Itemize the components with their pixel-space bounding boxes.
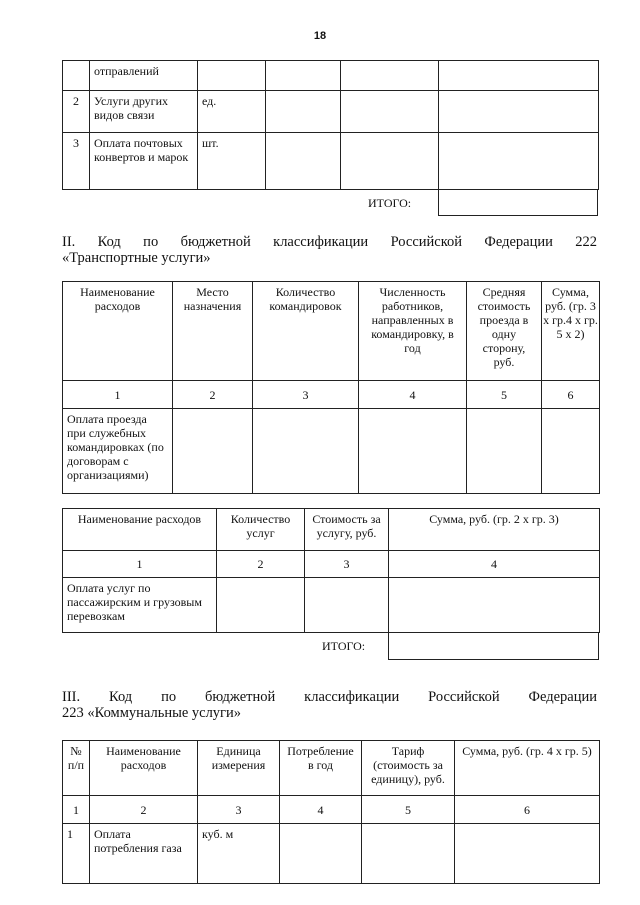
column-header: Средняя стоимость проезда в одну сторону, руб. <box>467 282 542 381</box>
column-number: 2 <box>217 551 305 578</box>
section-2-heading: II. Код по бюджетной классификации Российской Федерации 222 <box>62 234 597 250</box>
column-header: Количество командировок <box>253 282 359 381</box>
table-row <box>63 578 600 633</box>
column-header: № п/п <box>63 741 90 796</box>
column-header: Сумма, руб. (гр. 2 х гр. 3) <box>389 509 600 551</box>
table-row <box>63 91 599 133</box>
column-number: 2 <box>90 796 198 824</box>
column-number: 1 <box>63 381 173 409</box>
section-2-heading-title: «Транспортные услуги» <box>62 250 211 266</box>
total-label: ИТОГО: <box>322 639 366 653</box>
unit: шт. <box>198 133 266 190</box>
column-header: Наименование расходов <box>63 282 173 381</box>
column-number: 2 <box>173 381 253 409</box>
expense-name: Оплата проезда при служебных командировках (по договорам с организациями) <box>63 409 173 494</box>
column-header: Потребление в год <box>280 741 362 796</box>
table-utilities <box>62 740 600 884</box>
column-number: 5 <box>467 381 542 409</box>
header-row <box>63 509 600 551</box>
expense-name: Оплата потребления газа <box>90 824 198 884</box>
expense-name: Оплата почтовых конвертов и марок <box>90 133 198 190</box>
table-cargo-services <box>62 508 600 633</box>
column-header: Численность работников, направленных в командировку, в год <box>359 282 467 381</box>
column-number: 1 <box>63 551 217 578</box>
table-row <box>63 61 599 91</box>
expense-name: отправлений <box>90 61 198 91</box>
unit: куб. м <box>198 824 280 884</box>
table-postal-services <box>62 60 599 190</box>
column-number: 5 <box>362 796 455 824</box>
column-number: 4 <box>359 381 467 409</box>
expense-name: Услуги других видов связи <box>90 91 198 133</box>
table-row <box>63 409 600 494</box>
unit: ед. <box>198 91 266 133</box>
section-3-heading-title: 223 «Коммунальные услуги» <box>62 705 242 721</box>
column-number: 3 <box>198 796 280 824</box>
total-value-field <box>438 189 598 216</box>
row-number: 1 <box>63 824 90 884</box>
header-row <box>63 282 600 381</box>
row-number <box>63 61 90 91</box>
column-header: Наименование расходов <box>90 741 198 796</box>
unit <box>198 61 266 91</box>
row-number: 3 <box>63 133 90 190</box>
column-number: 4 <box>389 551 600 578</box>
column-header: Стоимость за услугу, руб. <box>305 509 389 551</box>
total-value-field <box>388 632 599 660</box>
column-header: Тариф (стоимость за единицу), руб. <box>362 741 455 796</box>
column-header: Единица измерения <box>198 741 280 796</box>
column-header: Наименование расходов <box>63 509 217 551</box>
column-number-row <box>63 551 600 578</box>
header-row <box>63 741 600 796</box>
column-header: Сумма, руб. (гр. 4 х гр. 5) <box>455 741 600 796</box>
table-row <box>63 133 599 190</box>
total-label: ИТОГО: <box>368 196 412 210</box>
page-number: 18 <box>313 30 327 42</box>
column-number: 4 <box>280 796 362 824</box>
column-header: Количество услуг <box>217 509 305 551</box>
column-header: Место назначения <box>173 282 253 381</box>
column-header: Сумма, руб. (гр. 3 х гр.4 х гр. 5 х 2) <box>542 282 600 381</box>
column-number: 6 <box>455 796 600 824</box>
row-number: 2 <box>63 91 90 133</box>
section-3-heading: III. Код по бюджетной классификации Российской Федерации <box>62 689 597 705</box>
column-number: 3 <box>305 551 389 578</box>
column-number: 1 <box>63 796 90 824</box>
column-number: 3 <box>253 381 359 409</box>
column-number-row <box>63 796 600 824</box>
column-number: 6 <box>542 381 600 409</box>
table-row <box>63 824 600 884</box>
column-number-row <box>63 381 600 409</box>
expense-name: Оплата услуг по пассажирским и грузовым перевозкам <box>63 578 217 633</box>
table-transport-trips <box>62 281 600 494</box>
